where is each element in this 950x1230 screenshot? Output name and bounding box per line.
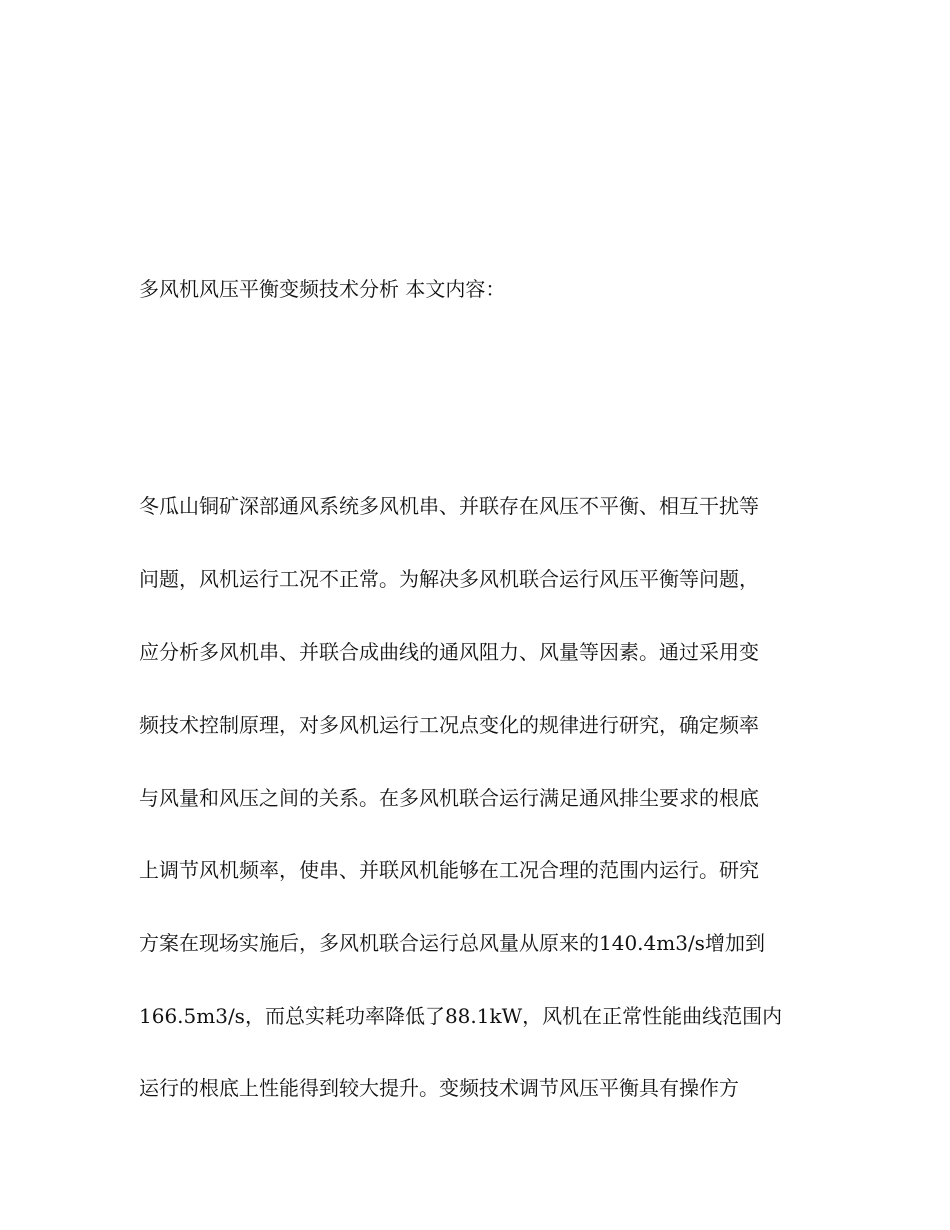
- document-title: 多风机风压平衡变频技术分析 本文内容：: [139, 277, 506, 301]
- body-text-line: 上调节风机频率，使串、并联风机能够在工况合理的范围内运行。研究: [139, 858, 759, 882]
- body-text-line: 与风量和风压之间的关系。在多风机联合运行满足通风排尘要求的根底: [139, 786, 759, 810]
- body-text-line: 运行的根底上性能得到较大提升。变频技术调节风压平衡具有操作方: [139, 1076, 739, 1100]
- body-text-line: 问题，风机运行工况不正常。为解决多风机联合运行风压平衡等问题，: [139, 567, 759, 591]
- body-text-line: 应分析多风机串、并联合成曲线的通风阻力、风量等因素。通过采用变: [139, 640, 759, 664]
- body-text-line: 频技术控制原理，对多风机运行工况点变化的规律进行研究，确定频率: [139, 713, 759, 737]
- body-text-line: 166.5m3/s，而总实耗功率降低了88.1kW，风机在正常性能曲线范围内: [139, 1004, 783, 1028]
- body-text-line: 冬瓜山铜矿深部通风系统多风机串、并联存在风压不平衡、相互干扰等: [139, 494, 759, 518]
- body-text-line: 方案在现场实施后，多风机联合运行总风量从原来的140.4m3/s增加到: [139, 931, 765, 955]
